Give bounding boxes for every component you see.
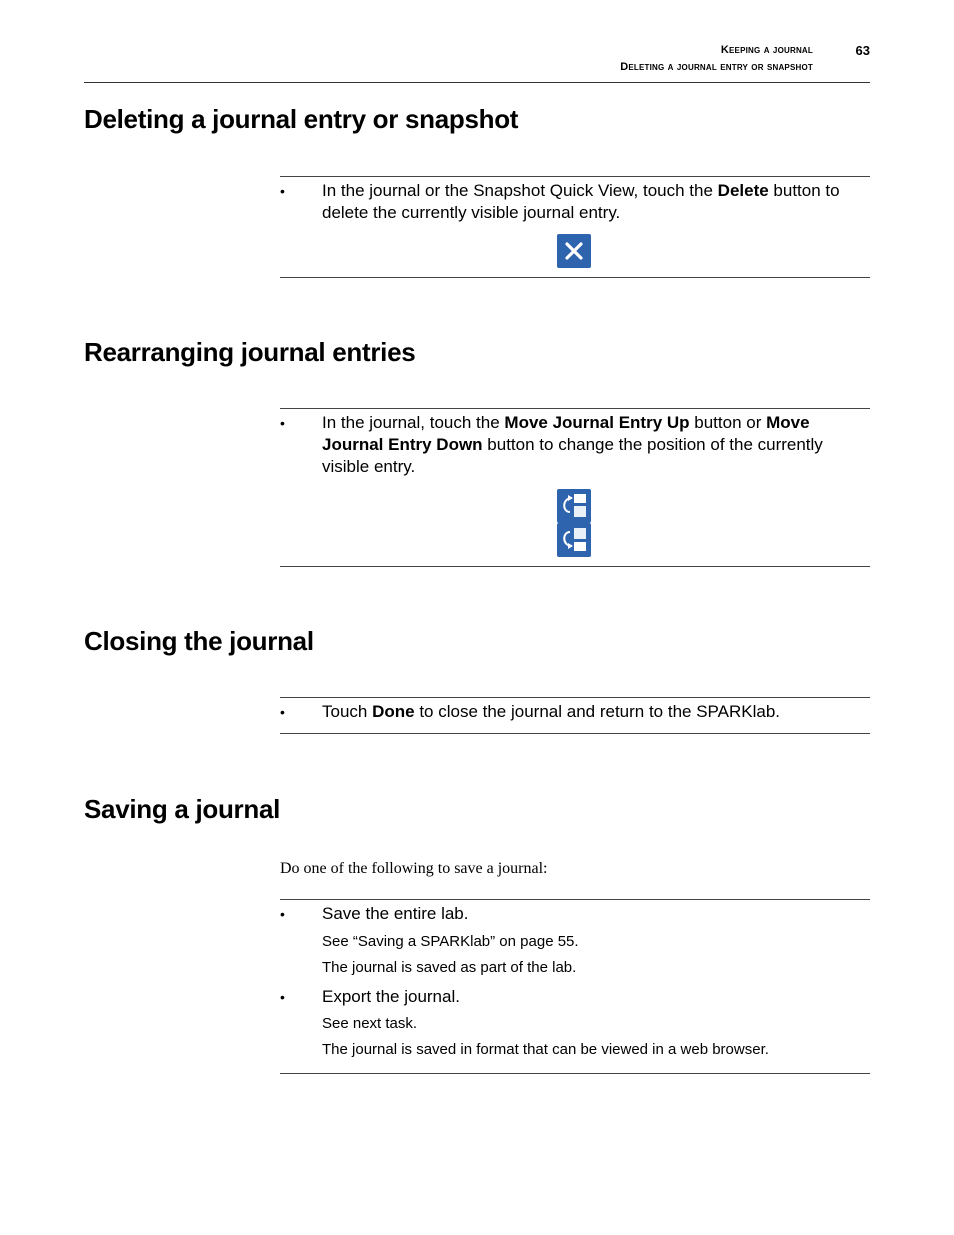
rearranging-steps-box — [280, 408, 870, 567]
close-x-icon — [557, 234, 591, 268]
bullet: • — [280, 989, 285, 1005]
delete-label: Delete — [717, 181, 769, 200]
note: The journal is saved in format that can be viewed in a web browser. — [322, 1041, 769, 1058]
running-header-section: Deleting a journal entry or snapshot — [620, 61, 813, 73]
move-down-label: Move Journal Entry Down — [322, 413, 810, 454]
section-title-deleting: Deleting a journal entry or snapshot — [84, 104, 519, 134]
deleting-steps-box — [280, 176, 870, 278]
list-item: • Touch Done to close the journal and return to the SPARKlab. — [280, 702, 780, 721]
list-item: • Save the entire lab. — [280, 904, 469, 923]
bullet: • — [280, 415, 285, 431]
move-up-label: Move Journal Entry Up — [504, 413, 690, 432]
section-title-rearranging: Rearranging journal entries — [84, 337, 416, 367]
note: The journal is saved as part of the lab. — [322, 959, 577, 976]
bullet: • — [280, 906, 285, 922]
done-label: Done — [372, 702, 415, 721]
list-item: • In the journal, touch the Move Journal Entry Up button or Move Journal Entry Down button to change the position of the currently visible entry. — [280, 413, 823, 476]
bullet: • — [280, 183, 285, 199]
list-item: • Export the journal. — [280, 987, 460, 1006]
move-entry-down-icon — [557, 523, 591, 557]
saving-intro: Do one of the following to save a journal: — [280, 860, 548, 877]
section-title-saving: Saving a journal — [84, 794, 281, 824]
section-title-closing: Closing the journal — [84, 626, 314, 656]
saving-steps-box — [280, 899, 870, 1074]
list-item: • In the journal or the Snapshot Quick View, touch the Delete button to delete the currently visible journal entry. — [280, 181, 840, 222]
page-number: 63 — [855, 43, 870, 58]
running-header-chapter: Keeping a journal — [720, 44, 813, 56]
header-rule — [84, 82, 870, 83]
note: See “Saving a SPARKlab” on page 55. — [322, 933, 579, 950]
closing-steps-box — [280, 697, 870, 734]
move-entry-up-icon — [557, 489, 591, 523]
bullet: • — [280, 704, 285, 720]
note: See next task. — [322, 1015, 418, 1032]
